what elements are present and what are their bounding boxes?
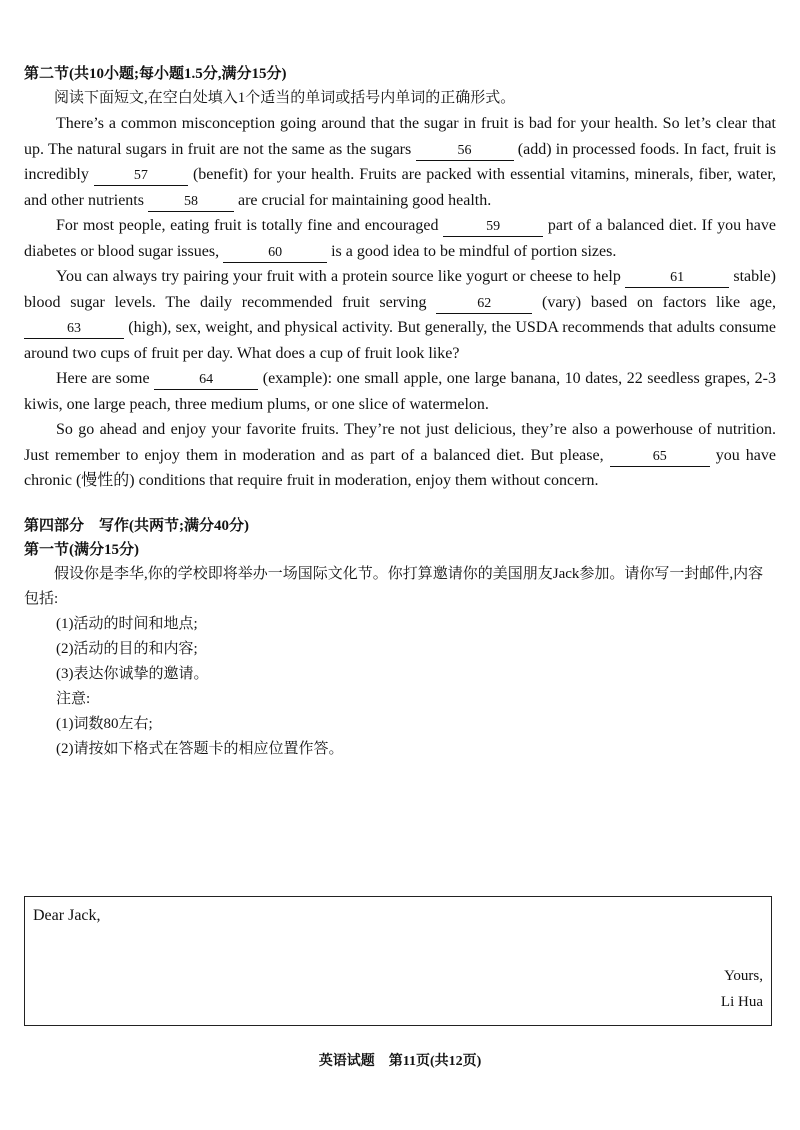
note-item: (2)请按如下格式在答题卡的相应位置作答。 [56, 740, 344, 757]
writing-point: (2)活动的目的和内容; [56, 640, 198, 657]
passage-text: (high), sex, weight, and physical activity. But generally, the USDA recommends that adults consume around two cups of fruit per day. What does a cup of fruit look like? [24, 319, 776, 362]
letter-closing: Yours, [724, 968, 763, 984]
passage-text: (vary) based on factors like age, [532, 293, 776, 311]
cloze-blank-63[interactable]: 63 [24, 320, 124, 339]
passage-text: (add) in processed foods. In fact, fruit is incredibly [24, 140, 776, 183]
passage-paragraph [24, 213, 776, 264]
passage-text: stable) blood sugar levels. The daily recommended fruit serving [24, 268, 776, 311]
passage-text: (example): one small apple, one large banana, 10 dates, 22 seedless grapes, 2-3 kiwis, one large peach, three medium plums, or one slice of watermelon. [24, 370, 776, 413]
writing-point: (3)表达你诚挚的邀请。 [56, 665, 209, 682]
passage-text: you have chronic (慢性的) conditions that require fruit in moderation, enjoy them without concern. [24, 446, 777, 489]
cloze-blank-62[interactable]: 62 [436, 295, 532, 314]
writing-prompt: 假设你是李华,你的学校即将举办一场国际文化节。你打算邀请你的美国朋友Jack参加。请你写一封邮件,内容包括: [24, 565, 764, 607]
passage-text: is a good idea to be mindful of portion sizes. [327, 242, 617, 260]
section2-instruction: 阅读下面短文,在空白处填入1个适当的单词或括号内单词的正确形式。 [54, 90, 516, 106]
cloze-blank-61[interactable]: 61 [625, 269, 729, 288]
cloze-blank-60[interactable]: 60 [223, 244, 327, 263]
passage-text: Here are some [56, 370, 155, 387]
passage-text: You can always try pairing your fruit with a protein source like yogurt or cheese to help [56, 268, 626, 285]
passage-text: part of a balanced diet. If you have diabetes or blood sugar issues, [24, 217, 776, 260]
passage-paragraph [24, 366, 776, 417]
page-content [24, 62, 776, 762]
letter-signature: Li Hua [720, 994, 763, 1010]
section2-heading: 第二节(共10小题;每小题1.5分,满分15分) [24, 66, 287, 82]
part4-heading: 第四部分 写作(共两节;满分40分) [24, 517, 249, 534]
note-item: (1)词数80左右; [56, 715, 153, 732]
part4-section1-heading: 第一节(满分15分) [24, 541, 139, 558]
cloze-blank-59[interactable]: 59 [443, 218, 543, 237]
passage-paragraph [24, 264, 776, 366]
writing-point: (1)活动的时间和地点; [56, 615, 198, 632]
letter-answer-box [24, 896, 772, 1026]
passage-text: are crucial for maintaining good health. [233, 191, 492, 209]
passage-text: (benefit) for your health. Fruits are packed with essential vitamins, minerals, fiber, water, and other nutrients [24, 166, 777, 209]
cloze-passage [24, 111, 776, 494]
passage-text: There’s a common misconception going around that the sugar in fruit is bad for your health. So let’s clear that up. The natural sugars in fruit are not the same as the sugars [24, 115, 776, 158]
letter-greeting: Dear Jack, [33, 907, 101, 924]
passage-text: For most people, eating fruit is totally fine and encouraged [56, 217, 444, 234]
cloze-blank-57[interactable]: 57 [94, 167, 188, 186]
cloze-blank-58[interactable]: 58 [148, 193, 234, 212]
letter-closing-block [721, 963, 763, 1015]
cloze-blank-56[interactable]: 56 [416, 142, 514, 161]
note-label: 注意: [56, 690, 91, 707]
page-footer: 英语试题 第11页(共12页) [318, 1054, 482, 1069]
cloze-blank-64[interactable]: 64 [154, 371, 258, 390]
passage-text: So go ahead and enjoy your favorite fruits. They’re not just delicious, they’re also a powerhouse of nutrition. Just remember to enjoy them in moderation and as part of a balanced diet. But please, [24, 421, 776, 464]
cloze-blank-65[interactable]: 65 [610, 448, 710, 467]
passage-paragraph [24, 417, 776, 494]
passage-paragraph [24, 111, 776, 213]
